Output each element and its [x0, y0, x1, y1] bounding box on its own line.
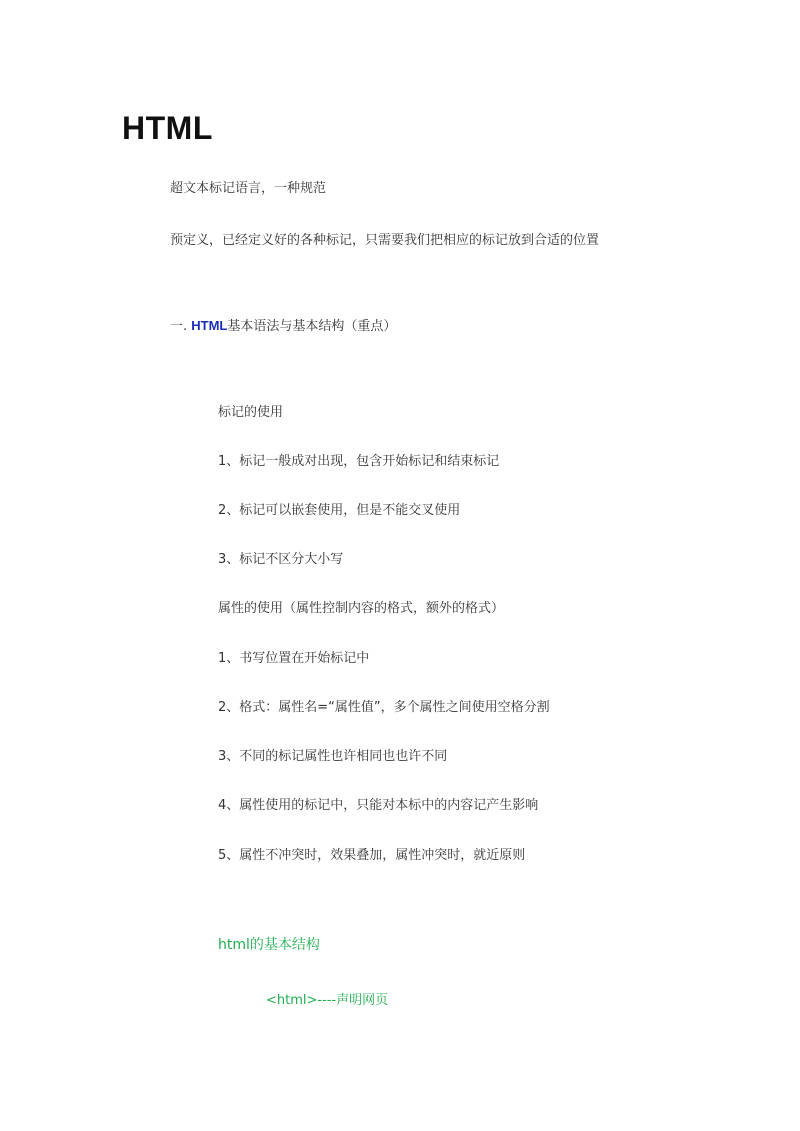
- attr-usage-item-5: 5、属性不冲突时，效果叠加，属性冲突时，就近原则: [218, 848, 526, 863]
- attr-usage-item-1: 1、书写位置在开始标记中: [218, 651, 370, 666]
- attr-usage-heading: 属性的使用（属性控制内容的格式，额外的格式）: [218, 601, 505, 616]
- structure-item-html: <html>----声明网页: [266, 993, 389, 1008]
- section-title: 基本语法与基本结构（重点）: [227, 319, 397, 334]
- intro-line-2: 预定义，已经定义好的各种标记，只需要我们把相应的标记放到合适的位置: [170, 233, 600, 248]
- tag-usage-heading: 标记的使用: [218, 405, 284, 420]
- tag-usage-item-2: 2、标记可以嵌套使用，但是不能交叉使用: [218, 503, 461, 518]
- tag-usage-item-1: 1、标记一般成对出现，包含开始标记和结束标记: [218, 454, 500, 469]
- attr-usage-item-3: 3、不同的标记属性也许相同也也许不同: [218, 749, 448, 764]
- section-heading: [170, 317, 396, 336]
- section-keyword-html: HTML: [191, 318, 228, 333]
- tag-usage-item-3: 3、标记不区分大小写: [218, 552, 344, 567]
- attr-usage-item-2: 2、格式：属性名=“属性值”，多个属性之间使用空格分割: [218, 700, 550, 715]
- intro-line-1: 超文本标记语言，一种规范: [170, 181, 327, 196]
- attr-usage-item-4: 4、属性使用的标记中，只能对本标中的内容记产生影响: [218, 798, 539, 813]
- document-title: HTML: [122, 110, 213, 146]
- section-number: 一.: [170, 319, 192, 334]
- structure-heading: html的基本结构: [218, 937, 320, 953]
